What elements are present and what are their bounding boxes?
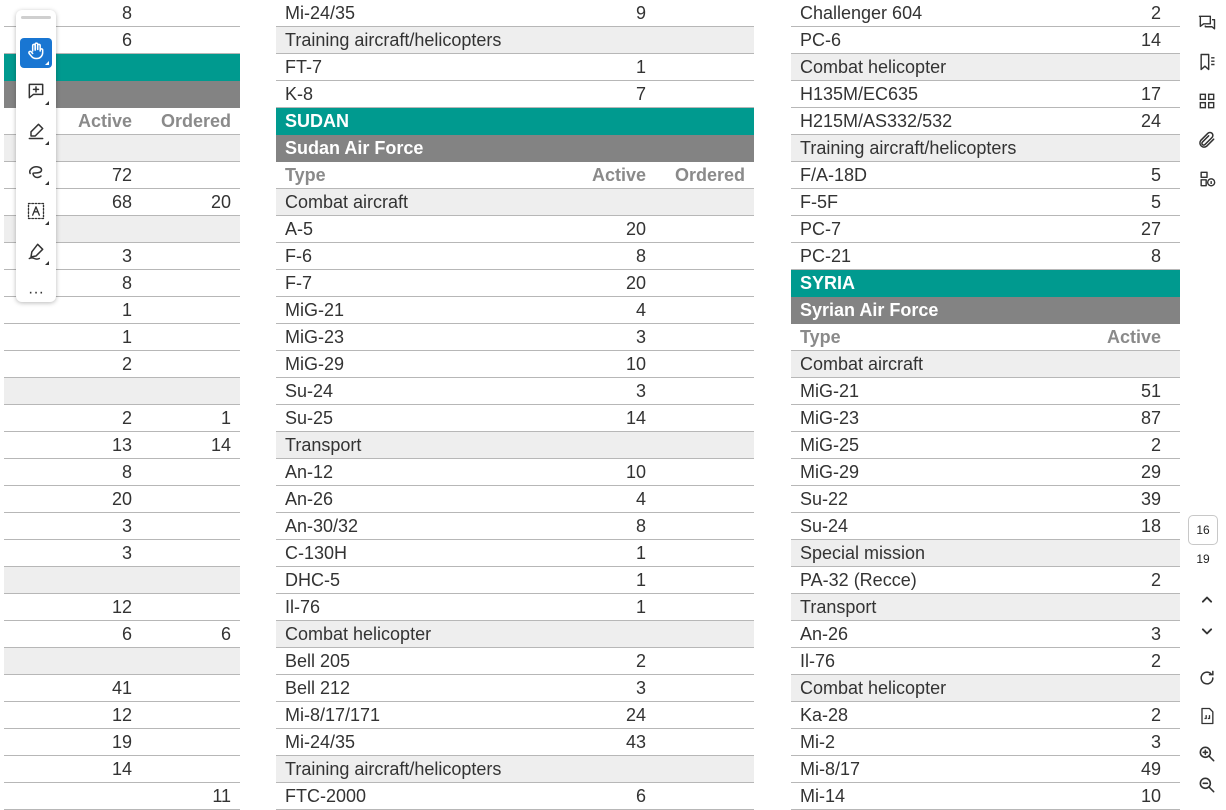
document-info-icon — [1197, 169, 1217, 194]
rotate-icon — [1197, 668, 1217, 693]
ordered-cell: 11 — [212, 786, 231, 806]
active-cell: 27 — [1140, 219, 1161, 239]
type-cell: MiG-29 — [800, 462, 860, 482]
highlighter-tool-button[interactable] — [20, 118, 52, 148]
country-band — [791, 270, 1180, 297]
table-row — [791, 108, 1180, 135]
table-row — [276, 270, 754, 297]
type-cell: H215M/AS332/532 — [800, 111, 953, 131]
type-cell: Combat helicopter — [800, 57, 947, 77]
total-pages-label: 19 — [1196, 552, 1210, 566]
active-cell: 17 — [1140, 84, 1161, 104]
type-cell: Mi-24/35 — [285, 732, 356, 752]
table-row — [276, 729, 754, 756]
comments-button[interactable] — [1191, 10, 1223, 40]
active-cell: 43 — [625, 732, 646, 752]
active-cell: 4 — [635, 489, 646, 509]
table-row — [4, 486, 240, 513]
table-row — [4, 783, 240, 810]
active-cell: 8 — [635, 516, 646, 536]
annotation-tool-palette — [16, 10, 56, 302]
type-cell: MiG-23 — [800, 408, 860, 428]
table-row — [276, 0, 754, 27]
type-cell: Combat helicopter — [285, 624, 432, 644]
active-cell: 2 — [1150, 705, 1161, 725]
type-cell: MiG-21 — [285, 300, 345, 320]
active-cell: 20 — [625, 219, 646, 239]
type-cell: Bell 205 — [285, 651, 351, 671]
table-row — [276, 81, 754, 108]
table-row — [791, 432, 1180, 459]
table-row — [791, 405, 1180, 432]
text-box-icon — [26, 201, 46, 226]
active-cell: 10 — [1140, 786, 1161, 806]
ordered-cell: 1 — [220, 408, 231, 428]
active-cell: 12 — [111, 705, 132, 725]
table-row — [791, 648, 1180, 675]
category-row — [4, 567, 240, 594]
active-cell: 20 — [625, 273, 646, 293]
current-page-input[interactable]: 16 — [1188, 515, 1218, 545]
type-cell: PA-32 (Recce) — [800, 570, 917, 590]
type-cell: Su-24 — [285, 381, 334, 401]
active-cell: 24 — [1140, 111, 1161, 131]
active-cell: 68 — [111, 192, 132, 212]
table-row — [791, 81, 1180, 108]
active-cell: 41 — [111, 678, 132, 698]
thumbnails-button[interactable] — [1191, 88, 1223, 118]
document-info-button[interactable] — [1191, 166, 1223, 196]
active-cell: 2 — [1150, 651, 1161, 671]
active-cell: 8 — [121, 273, 132, 293]
type-cell: H135M/EC635 — [800, 84, 919, 104]
highlighter-icon — [26, 121, 46, 146]
table-row — [276, 648, 754, 675]
category-row — [791, 351, 1180, 378]
type-cell: F/A-18D — [800, 165, 868, 185]
type-cell: MiG-21 — [800, 381, 860, 401]
table-header-row — [791, 324, 1180, 351]
type-cell: MiG-23 — [285, 327, 345, 347]
type-cell: SUDAN — [285, 111, 350, 131]
type-cell: Il-76 — [285, 597, 321, 617]
table-row — [791, 567, 1180, 594]
page-fit-button[interactable] — [1191, 703, 1223, 733]
table-row — [276, 216, 754, 243]
category-row — [4, 648, 240, 675]
table-row — [4, 513, 240, 540]
rotate-button[interactable] — [1191, 665, 1223, 695]
active-cell: 1 — [635, 57, 646, 77]
category-row — [791, 540, 1180, 567]
active-cell: 4 — [635, 300, 646, 320]
table-row — [276, 54, 754, 81]
type-cell: Su-22 — [800, 489, 849, 509]
category-row — [791, 594, 1180, 621]
active-cell: 8 — [121, 3, 132, 23]
table-row — [276, 243, 754, 270]
type-cell: Su-25 — [285, 408, 334, 428]
table-row — [276, 486, 754, 513]
active-cell: 2 — [1150, 435, 1161, 455]
active-cell: 72 — [111, 165, 132, 185]
bookmarks-button[interactable] — [1191, 49, 1223, 79]
table-row — [4, 594, 240, 621]
type-cell: Training aircraft/helicopters — [800, 138, 1017, 158]
type-cell: DHC-5 — [285, 570, 341, 590]
type-cell: Combat aircraft — [800, 354, 924, 374]
type-cell: Combat helicopter — [800, 678, 947, 698]
category-row — [791, 135, 1180, 162]
type-cell: F-7 — [285, 273, 312, 293]
table-row — [4, 351, 240, 378]
active-cell: Active — [77, 111, 132, 131]
category-row — [791, 675, 1180, 702]
active-cell: 10 — [625, 462, 646, 482]
category-row — [4, 378, 240, 405]
hand-tool-button[interactable] — [20, 38, 52, 68]
type-cell: Type — [285, 165, 326, 185]
table-row — [791, 162, 1180, 189]
active-cell: 8 — [635, 246, 646, 266]
active-cell: 3 — [121, 543, 132, 563]
active-cell: 1 — [635, 570, 646, 590]
add-comment-tool-button[interactable] — [20, 78, 52, 108]
table-row — [276, 351, 754, 378]
active-cell: 12 — [111, 597, 132, 617]
freehand-tool-button[interactable] — [20, 158, 52, 188]
right-sidebar — [1187, 0, 1226, 807]
table-row — [791, 0, 1180, 27]
table-row — [791, 459, 1180, 486]
type-cell: F-6 — [285, 246, 312, 266]
table-row — [791, 756, 1180, 783]
type-cell: PC-21 — [800, 246, 852, 266]
active-cell: 3 — [635, 381, 646, 401]
attachments-button[interactable] — [1191, 127, 1223, 157]
freehand-icon — [26, 161, 46, 186]
more-icon: ··· — [28, 284, 44, 301]
active-cell: 2 — [1150, 570, 1161, 590]
active-cell: 24 — [625, 705, 646, 725]
active-cell: 2 — [121, 354, 132, 374]
table-row — [4, 324, 240, 351]
category-row — [276, 27, 754, 54]
table-row — [276, 567, 754, 594]
active-cell: 3 — [635, 678, 646, 698]
active-cell: Active — [591, 165, 646, 185]
active-cell: 51 — [1140, 381, 1161, 401]
table-row — [791, 27, 1180, 54]
type-cell: PC-6 — [800, 30, 842, 50]
type-cell: Mi-8/17 — [800, 759, 861, 779]
page-fit-icon — [1197, 706, 1217, 731]
category-row — [791, 54, 1180, 81]
type-cell: Combat aircraft — [285, 192, 409, 212]
type-cell: Mi-2 — [800, 732, 835, 752]
type-cell: Special mission — [800, 543, 926, 563]
table-row — [4, 405, 240, 432]
type-cell: MiG-29 — [285, 354, 345, 374]
active-cell: 13 — [111, 435, 132, 455]
active-cell: 1 — [635, 543, 646, 563]
active-cell: 49 — [1140, 759, 1161, 779]
zoom-out-icon — [1197, 775, 1217, 800]
middle-table-column — [276, 0, 754, 810]
active-cell: 6 — [121, 624, 132, 644]
hand-icon — [26, 41, 46, 66]
table-row — [791, 513, 1180, 540]
table-row — [4, 459, 240, 486]
table-row — [276, 297, 754, 324]
active-cell: 19 — [111, 732, 132, 752]
active-cell: 3 — [121, 516, 132, 536]
chevron-down-icon — [1197, 621, 1217, 646]
type-cell: Transport — [285, 435, 362, 455]
active-cell: 87 — [1140, 408, 1161, 428]
ordered-cell: Ordered — [674, 165, 745, 185]
type-cell: FT-7 — [285, 57, 323, 77]
next-page-button[interactable] — [1191, 618, 1223, 648]
table-row — [791, 621, 1180, 648]
type-cell: Bell 212 — [285, 678, 351, 698]
table-row — [276, 513, 754, 540]
table-row — [791, 702, 1180, 729]
type-cell: Il-76 — [800, 651, 836, 671]
table-row — [276, 675, 754, 702]
category-row — [276, 756, 754, 783]
add-comment-icon — [26, 81, 46, 106]
type-cell: A-5 — [285, 219, 314, 239]
active-cell: 3 — [121, 246, 132, 266]
bookmarks-icon — [1197, 52, 1217, 77]
table-row — [4, 432, 240, 459]
type-cell: Sudan Air Force — [285, 138, 424, 158]
table-row — [791, 378, 1180, 405]
type-cell: Mi-24/35 — [285, 3, 356, 23]
active-cell: 5 — [1150, 165, 1161, 185]
type-cell: Syrian Air Force — [800, 300, 939, 320]
type-cell: Training aircraft/helicopters — [285, 30, 502, 50]
table-row — [791, 189, 1180, 216]
table-row — [276, 405, 754, 432]
table-row — [276, 459, 754, 486]
type-cell: Training aircraft/helicopters — [285, 759, 502, 779]
table-row — [276, 783, 754, 810]
ordered-cell: Ordered — [160, 111, 231, 131]
active-cell: 1 — [121, 327, 132, 347]
active-cell: 3 — [1150, 624, 1161, 644]
active-cell: 3 — [635, 327, 646, 347]
active-cell: 6 — [121, 30, 132, 50]
active-cell: 29 — [1140, 462, 1161, 482]
table-row — [276, 378, 754, 405]
table-row — [4, 621, 240, 648]
active-cell: 1 — [121, 300, 132, 320]
active-cell: 3 — [1150, 732, 1161, 752]
type-cell: Type — [800, 327, 841, 347]
signature-tool-button[interactable] — [20, 238, 52, 268]
country-band — [276, 108, 754, 135]
table-row — [4, 675, 240, 702]
table-row — [276, 324, 754, 351]
type-cell: Mi-8/17/171 — [285, 705, 381, 725]
type-cell: SYRIA — [800, 273, 856, 293]
zoom-in-button[interactable] — [1191, 741, 1223, 771]
category-row — [276, 432, 754, 459]
type-cell: PC-7 — [800, 219, 842, 239]
type-cell: C-130H — [285, 543, 348, 563]
comments-icon — [1197, 13, 1217, 38]
signature-icon — [26, 241, 46, 266]
active-cell: 7 — [635, 84, 646, 104]
category-row — [276, 189, 754, 216]
category-row — [276, 621, 754, 648]
active-cell: 8 — [1150, 246, 1161, 266]
type-cell: FTC-2000 — [285, 786, 367, 806]
air-force-band — [791, 297, 1180, 324]
table-row — [276, 702, 754, 729]
chevron-up-icon — [1197, 590, 1217, 615]
zoom-out-button[interactable] — [1191, 772, 1223, 802]
type-cell: Challenger 604 — [800, 3, 923, 23]
attachments-icon — [1197, 130, 1217, 155]
previous-page-button[interactable] — [1191, 587, 1223, 617]
type-cell: An-30/32 — [285, 516, 359, 536]
active-cell: 9 — [635, 3, 646, 23]
active-cell: 10 — [625, 354, 646, 374]
table-header-row — [276, 162, 754, 189]
active-cell: 2 — [121, 408, 132, 428]
palette-drag-handle[interactable] — [21, 16, 51, 19]
type-cell: An-26 — [800, 624, 849, 644]
zoom-in-icon — [1197, 744, 1217, 769]
active-cell: 5 — [1150, 192, 1161, 212]
type-cell: Mi-14 — [800, 786, 846, 806]
ordered-cell: 14 — [210, 435, 231, 455]
active-cell: 39 — [1140, 489, 1161, 509]
type-cell: Ka-28 — [800, 705, 849, 725]
active-cell: 14 — [111, 759, 132, 779]
table-row — [791, 216, 1180, 243]
type-cell: F-5F — [800, 192, 838, 212]
table-row — [4, 756, 240, 783]
active-cell: 6 — [635, 786, 646, 806]
active-cell: 1 — [635, 597, 646, 617]
active-cell: 14 — [1140, 30, 1161, 50]
type-cell: K-8 — [285, 84, 314, 104]
more-tools-button[interactable] — [20, 278, 52, 308]
table-row — [791, 729, 1180, 756]
ordered-cell: 20 — [210, 192, 231, 212]
type-cell: MiG-25 — [800, 435, 860, 455]
active-cell: 2 — [635, 651, 646, 671]
active-cell: 2 — [1150, 3, 1161, 23]
right-table-column — [791, 0, 1180, 810]
air-force-band — [276, 135, 754, 162]
active-cell: 20 — [111, 489, 132, 509]
active-cell: 18 — [1140, 516, 1161, 536]
table-row — [791, 486, 1180, 513]
type-cell: Transport — [800, 597, 877, 617]
type-cell: An-12 — [285, 462, 334, 482]
table-row — [791, 783, 1180, 810]
ordered-cell: 6 — [220, 624, 231, 644]
table-row — [4, 729, 240, 756]
type-cell: An-26 — [285, 489, 334, 509]
active-cell: Active — [1106, 327, 1161, 347]
active-cell: 8 — [121, 462, 132, 482]
type-cell: Su-24 — [800, 516, 849, 536]
table-row — [791, 243, 1180, 270]
table-row — [4, 702, 240, 729]
active-cell: 14 — [625, 408, 646, 428]
table-row — [276, 594, 754, 621]
table-row — [4, 540, 240, 567]
thumbnails-icon — [1197, 91, 1217, 116]
text-box-tool-button[interactable] — [20, 198, 52, 228]
table-row — [276, 540, 754, 567]
